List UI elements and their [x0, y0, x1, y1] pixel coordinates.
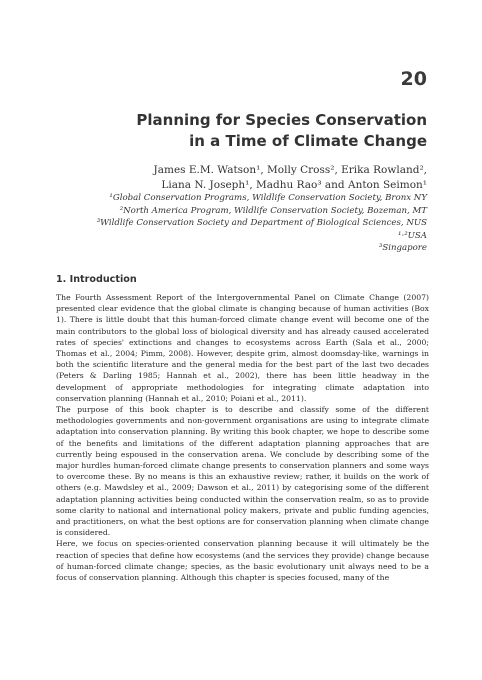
affiliation: ¹Global Conservation Programs, Wildlife Conservation Society, Bronx NY [109, 193, 427, 203]
title-line: Planning for Species Conservation [136, 111, 427, 129]
author-line: James E.M. Watson¹, Molly Cross², Erika Rowland², [153, 164, 427, 176]
affiliation: ³Singapore [378, 243, 427, 254]
affiliation: ¹·²USA [398, 230, 427, 241]
paragraph: Here, we focus on species-oriented conservation planning because it will ultimately be the reaction of species that define how ecosystems (and the services they provide) change because of human-forced climate change; species, as the basic evolutionary unit always need to be a focus of conservation planning. Although this chapter is species focused, many of the [56, 539, 429, 583]
chapter-title [67, 110, 427, 152]
author-line: Liana N. Joseph¹, Madhu Rao³ and Anton Seimon¹ [161, 179, 427, 191]
paragraph: The purpose of this book chapter is to describe and classify some of the different methodologies governments and non-government organisations are using to integrate climate adaptation into conservation planning. By writing this book chapter, we hope to describe some of the benefits and limitations of the different adaptation planning approaches that are currently being espoused in the conservation arena. We conclude by describing some of the major hurdles human-forced climate change presents to conservation planners and some ways to overcome these. By no means is this an exhaustive review; rather, it builds on the work of others (e.g. Mawdsley et al., 2009; Dawson et al., 2011) by categorising some of the different adaptation planning activities being conducted within the conservation realm, so as to provide some clarity to national and international policy makers, private and public funding agencies, and practitioners, on what the best options are for conservation planning when climate change is considered. [56, 405, 429, 538]
affiliation: ³Wildlife Conservation Society and Department of Biological Sciences, NUS [96, 218, 427, 229]
chapter-number: 20 [400, 68, 427, 90]
body-text [56, 292, 429, 583]
section-heading: 1. Introduction [56, 274, 137, 285]
title-line: in a Time of Climate Change [189, 132, 427, 150]
affiliation: ²North America Program, Wildlife Conservation Society, Bozeman, MT [119, 205, 427, 216]
affiliation-list [47, 192, 427, 255]
author-list [67, 163, 427, 193]
paragraph: The Fourth Assessment Report of the Intergovernmental Panel on Climate Change (2007) presented clear evidence that the global climate is changing because of human activities (Box 1). There is little doubt that this human-forced climate change event will become one of the main contributors to the global loss of biological diversity and has already caused accelerated rates of species' extinctions and changes to ecosystems across Earth (Sala et al., 2000; Thomas et al., 2004; Pimm, 2008). However, despite grim, almost doomsday-like, warnings in both the scientific literature and the general media for the best part of the last two decades (Peters & Darling 1985; Hannah et al., 2002), there has been little headway in the development of appropriate methodologies for integrating climate adaptation into conservation planning (Hannah et al., 2010; Poiani et al., 2011). [56, 293, 429, 403]
